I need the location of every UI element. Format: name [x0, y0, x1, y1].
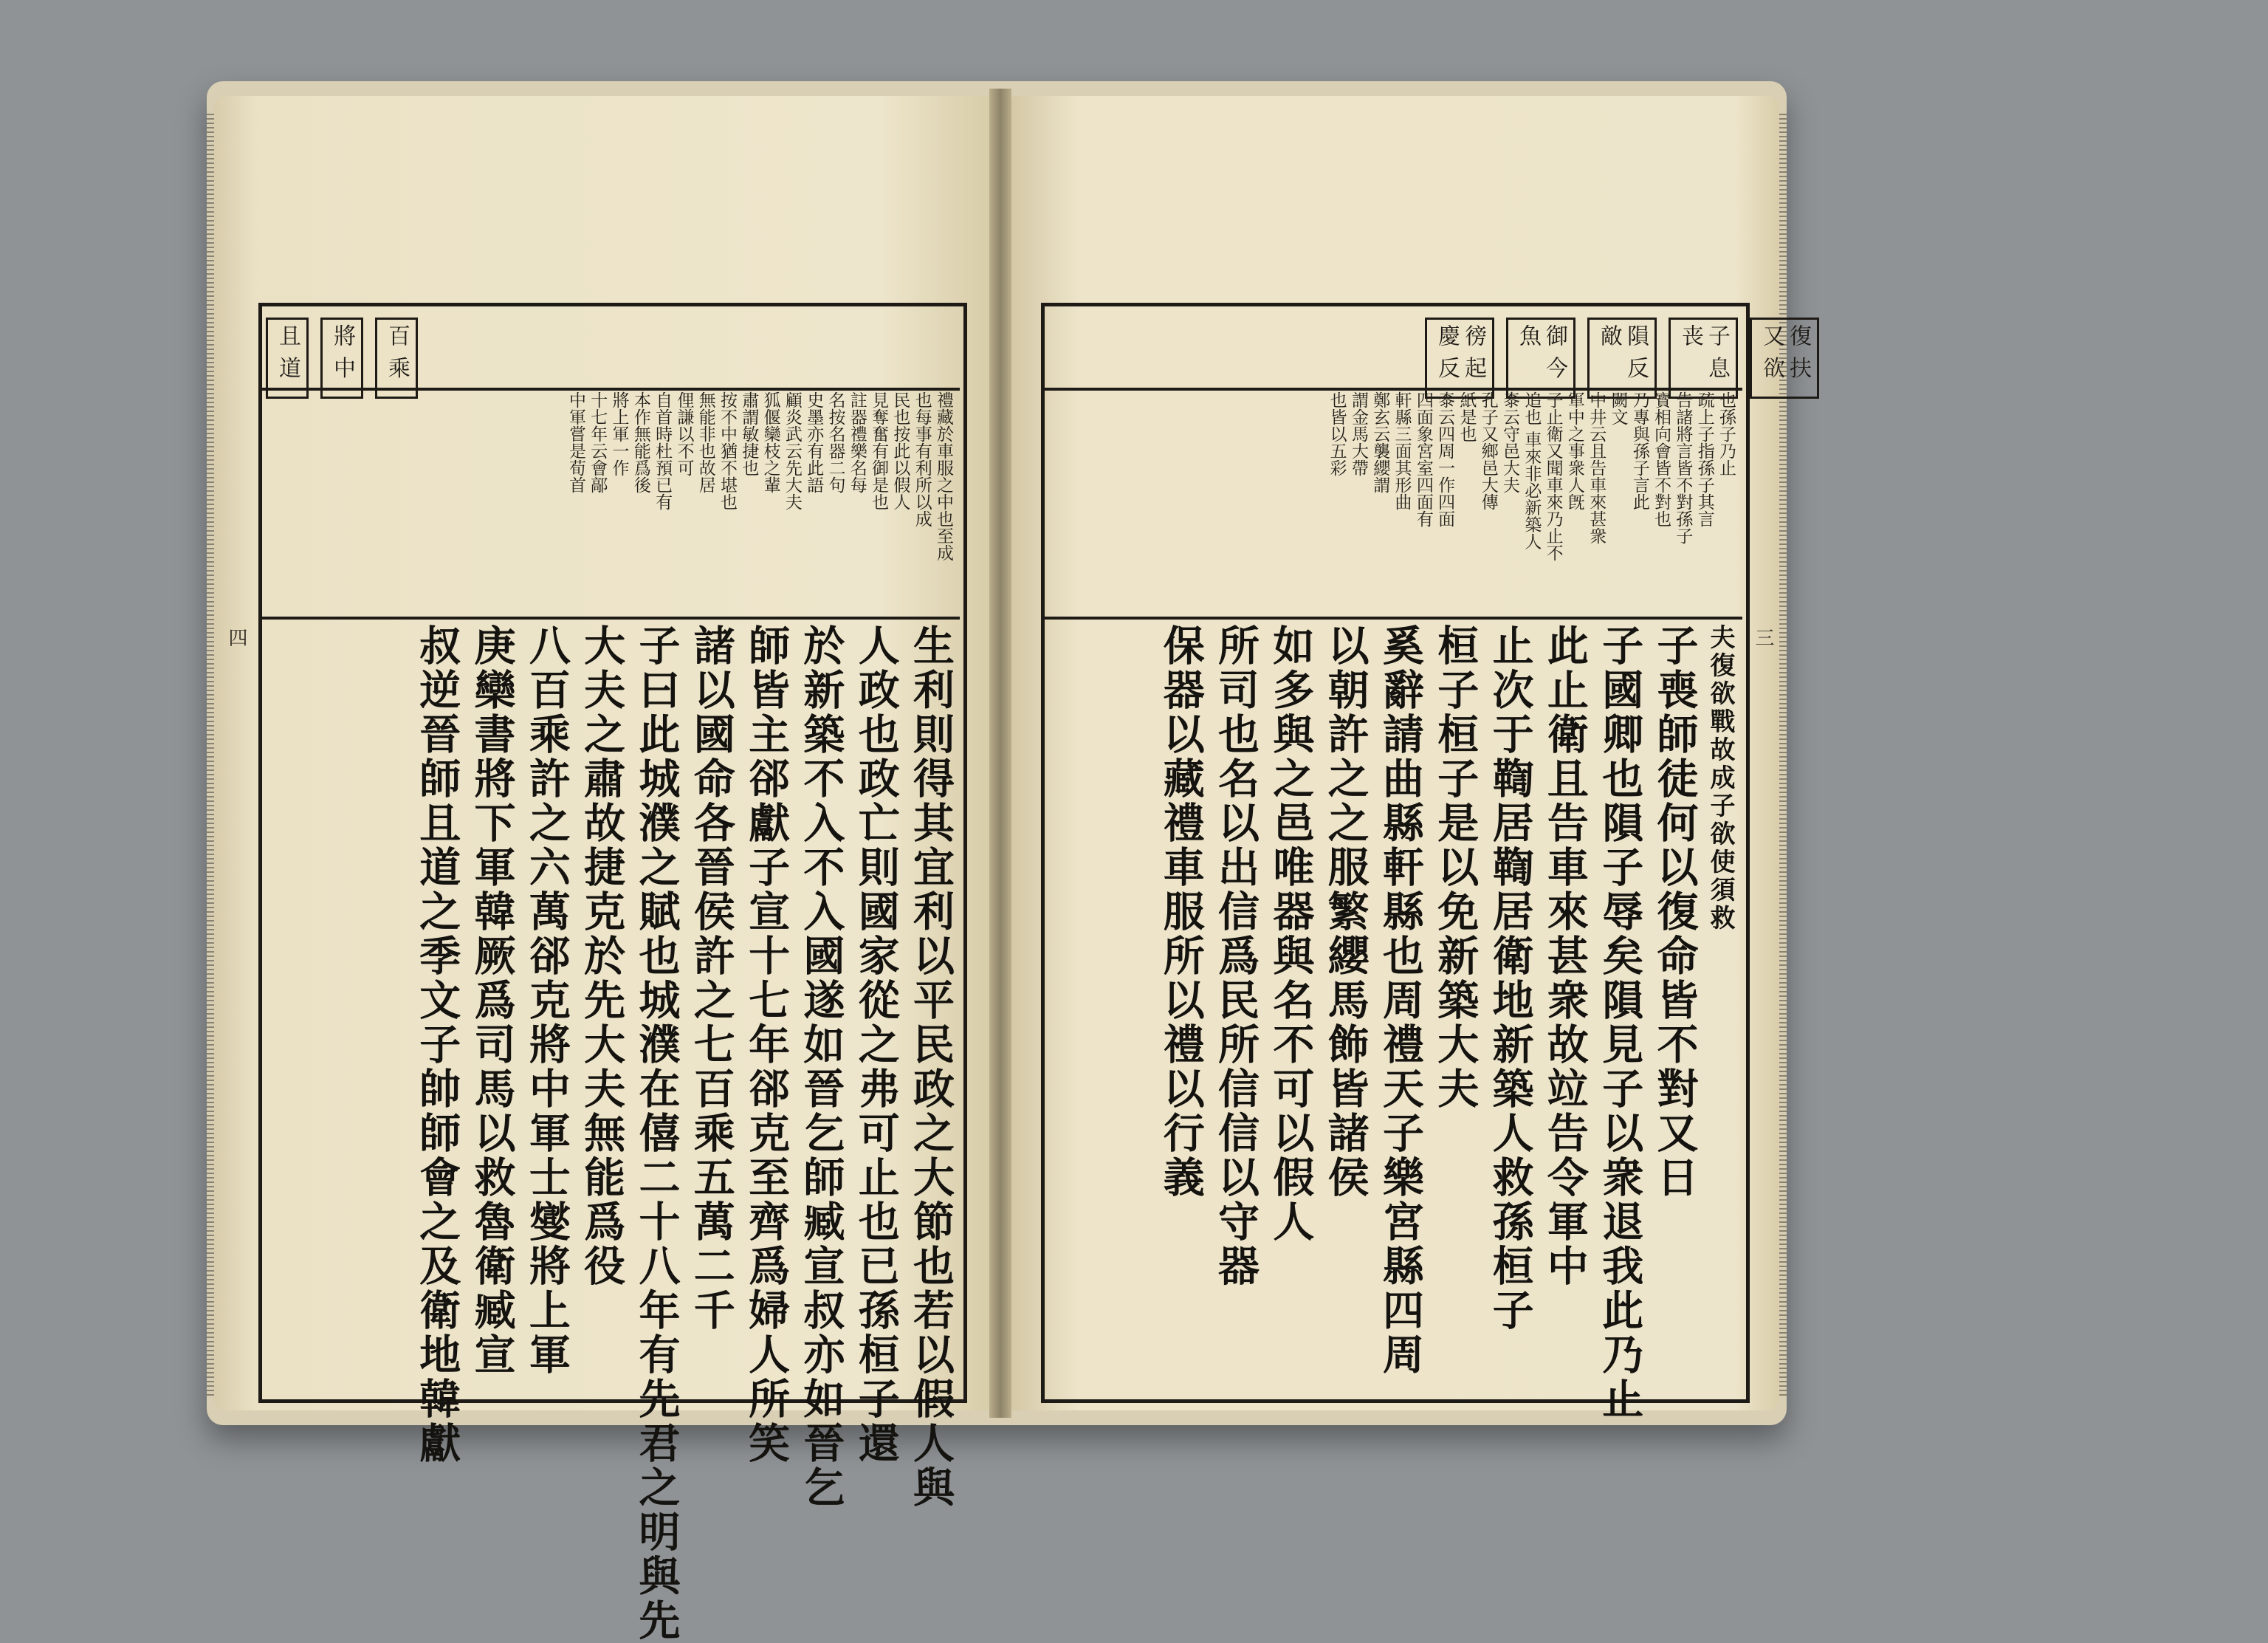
main-text-column: 子國卿也隕子辱矣隕見子以衆退我此乃止 — [1595, 624, 1645, 1421]
commentary-column: 軒縣三面其形曲 — [1392, 391, 1412, 510]
main-text-column: 生利則得其宜利以平民政之大節也若以假人與 — [907, 624, 955, 1510]
right-upper-rule — [1041, 388, 1742, 391]
right-header-label: 隕 反 敵 — [1587, 318, 1657, 399]
commentary-column: 也皆以五彩 — [1327, 391, 1347, 476]
commentary-column: 乃專與孫子言此 — [1629, 391, 1649, 510]
left-folio: 四 — [225, 628, 247, 647]
commentary-column: 無能非也故居 — [695, 391, 715, 493]
commentary-column: 也孫子乃止 — [1717, 391, 1736, 476]
right-page — [1011, 96, 1811, 1421]
main-text-column: 人政也政亡則國家從之弗可止也已孫桓子還 — [851, 624, 901, 1466]
commentary-column: 孔子又鄉邑大傳 — [1478, 391, 1498, 510]
open-book — [207, 81, 1811, 1643]
left-header-label: 百 乘 — [375, 318, 418, 399]
commentary-column: 追也 車來非必新築人 — [1522, 391, 1542, 550]
main-text-column: 所司也名以出信爲民所信信以守器 — [1212, 624, 1261, 1289]
commentary-column: 肅謂敏捷也 — [739, 391, 759, 476]
commentary-column: 桼云四周一作四面 — [1435, 391, 1455, 527]
right-middle-rule — [1041, 617, 1742, 620]
commentary-column: 民也按此以假人 — [890, 391, 910, 510]
left-header-labels — [266, 318, 418, 399]
main-text-column: 八百乘許之六萬郤克將中軍士燮將上軍 — [522, 624, 571, 1377]
main-text-column: 子喪師徒何以復命皆不對又日 — [1650, 624, 1700, 1200]
book-gutter — [989, 89, 1011, 1418]
main-text-column: 夫復欲戰故成子欲使須救 — [1705, 624, 1735, 933]
main-text-column: 保器以藏禮車服所以禮以行義 — [1156, 624, 1206, 1200]
commentary-column: 名按名器二句 — [825, 391, 845, 493]
commentary-column: 狐偃欒枝之輩 — [760, 391, 780, 493]
commentary-column: 註器禮樂名每 — [847, 391, 867, 493]
commentary-column: 史墨亦有此語 — [804, 391, 824, 493]
commentary-column: 也每事有利所以成 — [912, 391, 932, 527]
commentary-column: 將上軍一作 — [609, 391, 629, 476]
commentary-column: 顧炎武云先大夫 — [782, 391, 802, 510]
commentary-column: 中井云且告車來甚衆 — [1587, 391, 1606, 544]
main-text-column: 庚欒書將下軍韓厥爲司馬以救魯衛臧宣 — [467, 624, 517, 1377]
commentary-column: 十七年云會鄗 — [588, 391, 608, 493]
right-header-label: 御 今 魚 — [1506, 318, 1575, 399]
right-commentary — [1056, 391, 1735, 613]
main-text-column: 於新築不入不入國遂如晉乞師臧宣叔亦如晉乞 — [797, 624, 846, 1510]
commentary-column: 寳相向會皆不對也 — [1652, 391, 1671, 527]
main-text-column: 叔逆晉師且道之季文子帥師會之及衛地韓獻 — [413, 624, 462, 1466]
left-middle-rule — [258, 617, 960, 620]
commentary-column: 紙是也 — [1457, 391, 1477, 442]
main-text-column: 師皆主郤獻子宣十七年郤克至齊爲婦人所笑 — [742, 624, 791, 1466]
main-text-column: 子曰此城濮之賦也城濮在僖二十八年有先君之明與先 — [632, 624, 681, 1643]
commentary-column: 自首時杜預已有 — [653, 391, 673, 510]
commentary-column: 軍中之事衆人旣 — [1564, 391, 1584, 510]
commentary-column: 四面象宮室四面有 — [1413, 391, 1433, 527]
main-text-column: 如多與之邑唯器與名不可以假人 — [1266, 624, 1316, 1244]
commentary-column: 告諸將言皆不對孫子 — [1673, 391, 1693, 544]
commentary-column: 見奪奮有御是也 — [869, 391, 889, 510]
right-main-text — [1056, 624, 1735, 1421]
left-header-label: 將 中 — [320, 318, 363, 399]
main-text-column: 止次于鞫居鞫居衛地新築人救孫桓子 — [1485, 624, 1535, 1333]
left-header-label: 且 道 — [266, 318, 309, 399]
main-text-column: 以朝許之之服繁纓馬飾皆諸侯 — [1321, 624, 1370, 1200]
main-text-column: 諸以國命各晉侯許之七百乘五萬二千 — [687, 624, 736, 1333]
right-header-label: 復 扶又 欲 — [1750, 318, 1819, 399]
main-text-column: 大夫之肅故捷克於先大夫無能爲役 — [577, 624, 627, 1289]
right-header-label: 子 息 丧 — [1669, 318, 1738, 399]
commentary-column: 按不中猶不堪也 — [718, 391, 738, 510]
right-header-labels — [1425, 318, 1819, 399]
left-page — [214, 96, 989, 1643]
commentary-column: 子止衛又聞車來乃止不 — [1543, 391, 1563, 561]
commentary-column: 中軍嘗是荀首 — [566, 391, 585, 493]
commentary-column: 本作無能爲後 — [630, 391, 650, 493]
commentary-column: 俚謙以不可 — [674, 391, 694, 476]
main-text-column: 奚辭請曲縣軒縣也周禮天子樂宮縣四周 — [1375, 624, 1425, 1377]
main-text-column: 此止衛且告車來甚衆故竝告令軍中 — [1540, 624, 1590, 1289]
left-main-text — [266, 624, 956, 1643]
left-upper-rule — [258, 388, 960, 391]
commentary-column: 禮藏於車服之中也至成 — [934, 391, 953, 561]
commentary-column: 桼云守邑大夫 — [1500, 391, 1520, 493]
right-folio: 三 — [1752, 628, 1774, 647]
main-text-column: 桓子桓子是以免新築大夫 — [1431, 624, 1480, 1111]
commentary-column: 鄭玄云襲纓謂 — [1370, 391, 1390, 493]
commentary-column: 闕文 — [1608, 391, 1628, 425]
commentary-column: 謂金馬大帶 — [1348, 391, 1368, 476]
commentary-column: 疏上子指孫子其言 — [1694, 391, 1714, 527]
right-header-label: 徬 起 慶 反 — [1425, 318, 1494, 399]
left-commentary — [266, 391, 952, 613]
